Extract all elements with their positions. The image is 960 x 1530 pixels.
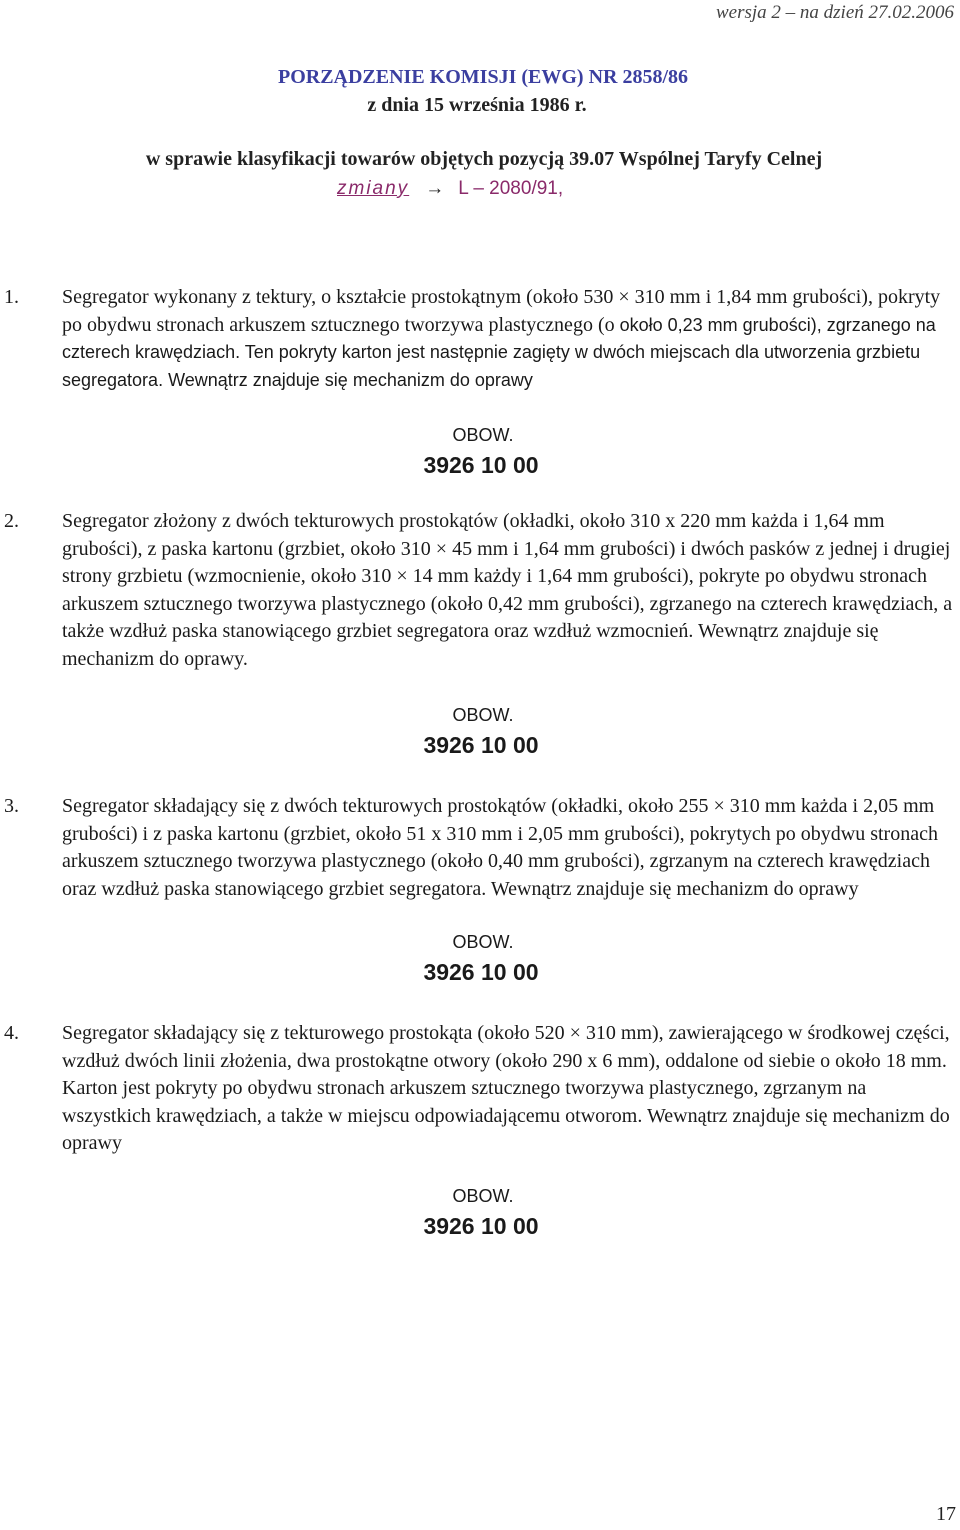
item-text bbox=[62, 284, 956, 394]
item-text-serif: Segregator wykonany z tektury, o kształcie prostokątnym (około 530 × 310 mm i 1,84 mm grubości), pokryty po obydwu stronach arkuszem sztucznego tworzywa plastycznego (o bbox=[62, 286, 941, 336]
item-text: Segregator złożony z dwóch tekturowych prostokątów (okładki, około 310 x 220 mm każda i 1,64 mm grubości), z paska kartonu (grzbiet, około 310 × 45 mm i 1,64 mm grubości) i dwóch pasków z jednej i drugiej strony grzbietu (wzmocnienie, około 310 × 14 mm każdy i 1,64 mm grubości), pokryte po obydwu stronach arkuszem sztucznego tworzywa plastycznego (około 0,42 mm grubości), zgrzanego na czterech krawędziach, a także wzdłuż paska stanowiącego grzbiet segregatora oraz wzdłuż wzmocnień. Wewnątrz znajduje się mechanizm do oprawy. bbox=[62, 510, 953, 670]
classification-label: OBOW. bbox=[452, 425, 514, 445]
regulation-date: z dnia 15 września 1986 r. bbox=[367, 94, 587, 116]
item-number: 4. bbox=[4, 1022, 19, 1044]
item-number: 1. bbox=[4, 286, 19, 308]
regulation-title: PORZĄDZENIE KOMISJI (EWG) NR 2858/86 bbox=[277, 66, 689, 88]
classification-label: OBOW. bbox=[452, 1186, 514, 1206]
classification-code: 3926 10 00 bbox=[423, 1213, 539, 1239]
item-number: 3. bbox=[4, 795, 19, 817]
classification-block bbox=[0, 422, 960, 482]
item-number: 2. bbox=[4, 510, 19, 532]
changes-ref: L – 2080/91, bbox=[458, 178, 564, 199]
classification-block bbox=[0, 929, 960, 989]
changes-label: zmiany bbox=[337, 178, 410, 199]
item-text-sans: około 0,23 mm grubości), zgrzanego na czterech krawędziach. Ten pokryty karton jest następnie zagięty w dwóch miejscach dla utworzenia grzbietu segregatora. Wewnątrz znajduje się mechanizm do oprawy bbox=[62, 314, 936, 390]
item-text: Segregator składający się z dwóch tekturowych prostokątów (okładki, około 255 × 310 mm każda i 2,05 mm grubości) i z paska kartonu (grzbiet, około 51 x 310 mm i 2,05 mm grubości), pokrytych po obydwu stronach arkuszem sztucznego tworzywa plastycznego (około 0,40 mm grubości), zgrzanym na czterech krawędziach oraz wzdłuż paska stanowiącego grzbiet segregatora. Wewnątrz znajduje się mechanizm do oprawy bbox=[62, 795, 938, 900]
classification-block bbox=[0, 702, 960, 762]
classification-code: 3926 10 00 bbox=[423, 959, 539, 985]
regulation-subject: w sprawie klasyfikacji towarów objętych pozycją 39.07 Wspólnej Taryfy Celnej bbox=[145, 148, 823, 170]
classification-label: OBOW. bbox=[452, 932, 514, 952]
page-number: 17 bbox=[936, 1503, 956, 1525]
classification-block bbox=[0, 1183, 960, 1243]
classification-label: OBOW. bbox=[452, 705, 514, 725]
item-text: Segregator składający się z tekturowego prostokąta (około 520 × 310 mm), zawierającego w środkowej części, wzdłuż dwóch linii złożenia, dwa prostokątne otwory (około 290 x 6 mm), oddalone od siebie o około 18 mm. Karton jest pokryty po obydwu stronach arkuszem sztucznego tworzywa plastycznego, zgrzanym na wszystkich krawędziach, a także w miejscu odpowiadającemu otworom. Wewnątrz znajduje się mechanizm do oprawy bbox=[62, 1022, 950, 1154]
classification-code: 3926 10 00 bbox=[423, 452, 539, 478]
version-note: wersja 2 – na dzień 27.02.2006 bbox=[715, 2, 954, 23]
changes-reference bbox=[337, 178, 563, 200]
classification-code: 3926 10 00 bbox=[423, 732, 539, 758]
arrow-right-icon: → bbox=[425, 178, 445, 199]
